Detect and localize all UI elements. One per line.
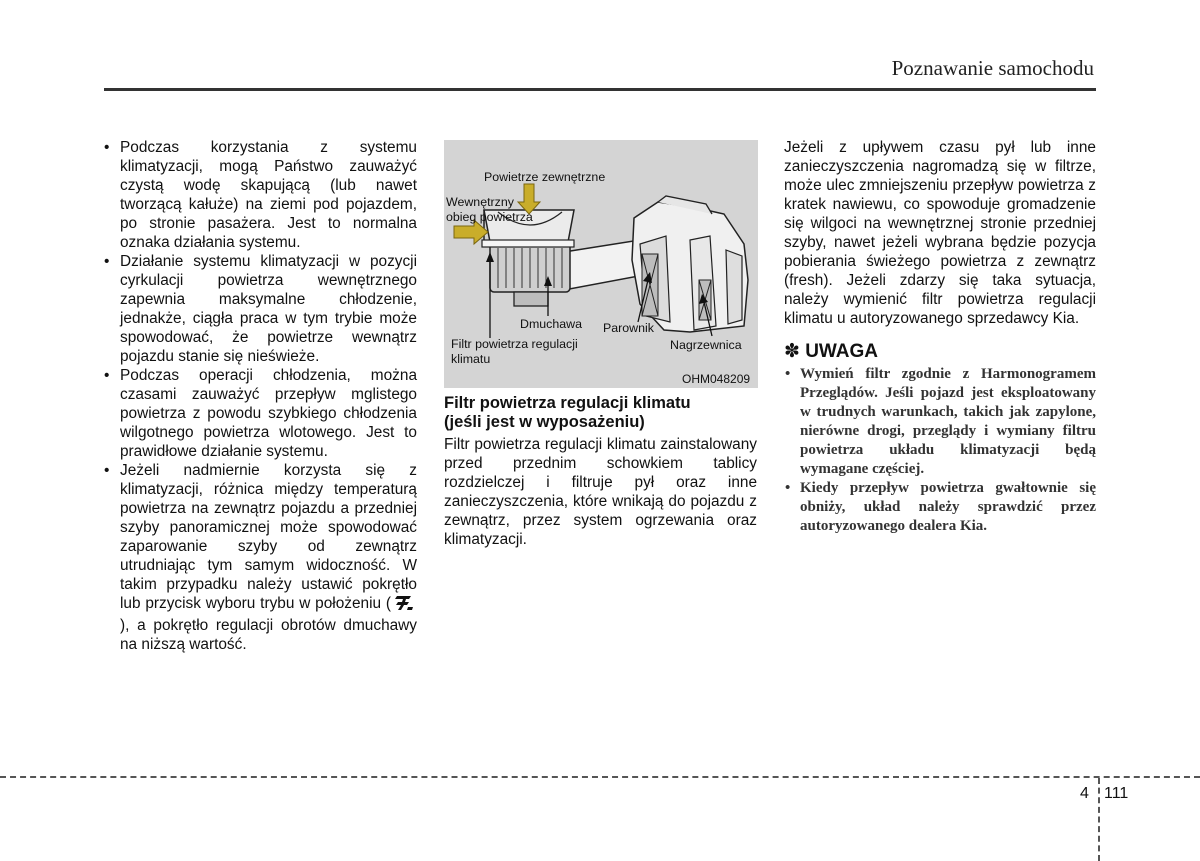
figure-code: OHM048209 bbox=[682, 372, 751, 386]
column-1 bbox=[103, 138, 417, 654]
page-header-title: Poznawanie samochodu bbox=[891, 56, 1094, 80]
column-2 bbox=[444, 394, 757, 549]
footer-rule bbox=[0, 776, 1200, 778]
caution-item: • Kiedy przepływ powietrza gwałtownie się obniży, układ należy sprawdzić przez autoryzowanego dealera Kia. bbox=[784, 479, 1096, 536]
caution-title: ✽ UWAGA bbox=[784, 341, 879, 362]
section-heading bbox=[444, 394, 757, 432]
caution-item: • Wymień filtr zgodnie z Harmonogramem Przeglądów. Jeśli pojazd jest eksploatowany w trudnych warunkach, takich jak zapylone, nierówne drogi, przeglądy i wymiany filtru powietrza układu klimatyzacji będą wymagane częściej. bbox=[784, 365, 1096, 479]
page-number: 111 bbox=[1104, 785, 1129, 802]
header-rule bbox=[104, 88, 1096, 91]
label-filter-line2: klimatu bbox=[451, 352, 491, 366]
label-blower: Dmuchawa bbox=[520, 317, 582, 331]
label-evaporator: Parownik bbox=[603, 321, 654, 335]
label-recirculation-line2: obieg powietrza bbox=[446, 210, 533, 224]
bullet-list bbox=[103, 138, 417, 654]
filter-replacement-paragraph: Jeżeli z upływem czasu pył lub inne zanieczyszczenia nagromadzą się w filtrze, może ulec zmniejszeniu przepływ powietrza z kratek nawiewu, co spowoduje gromadzenie się wilgoci na wewnętrznej stronie przedniej szyby, nawet jeżeli wybrana będzie pozycja pobierania świeżego powietrza z zewnątrz (fresh). Jeżeli zdarzy się taka sytuacja, należy wymienić filtr powietrza regulacji klimatu u autoryzowanego sprzedawcy Kia. bbox=[784, 139, 1096, 327]
bullet-item: • Podczas operacji chłodzenia, można czasami zauważyć przepływ mglistego powietrza z powodu szybkiego chłodzenia wilgotnego powietrza wlotowego. Jest to prawidłowe działanie systemu. bbox=[103, 366, 417, 461]
footer-divider bbox=[1098, 778, 1100, 861]
section-heading-line1: Filtr powietrza regulacji klimatu bbox=[444, 394, 691, 412]
label-filter-line1: Filtr powietrza regulacji bbox=[451, 337, 578, 351]
bullet-item bbox=[103, 461, 417, 654]
section-heading-line2: (jeśli jest w wyposażeniu) bbox=[444, 413, 645, 431]
caution-list bbox=[784, 365, 1096, 536]
label-recirculation-line1: Wewnętrzny bbox=[446, 195, 514, 209]
column-3 bbox=[784, 138, 1096, 536]
hvac-diagram bbox=[444, 140, 758, 388]
defrost-floor-mode-icon bbox=[394, 595, 414, 616]
bullet-text-before-icon: Jeżeli nadmiernie korzysta się z klimatyzacji, różnica między temperaturą powietrza na zewnątrz pojazdu a przedniej szyby panoramicznej może spowodować zaparowanie szyby od zewnątrz utrudniając tym samym widoczność. W takim przypadku należy ustawić pokrętło lub przycisk wyboru trybu w położeniu ( bbox=[120, 462, 417, 612]
label-heater: Nagrzewnica bbox=[670, 338, 742, 352]
label-outside-air: Powietrze zewnętrzne bbox=[484, 170, 606, 184]
filter-paragraph: Filtr powietrza regulacji klimatu zainstalowany przed przednim schowkiem tablicy rozdzielczej i filtruje pył oraz inne zanieczyszczenia, które wnikają do pojazdu z zewnątrz, przez system ogrzewania oraz klimatyzacji. bbox=[444, 436, 757, 548]
bullet-text-after-icon: ), a pokrętło regulacji obrotów dmuchawy na niższą wartość. bbox=[120, 617, 417, 653]
bullet-item: • Podczas korzystania z systemu klimatyzacji, mogą Państwo zauważyć czystą wodę skapującą (lub nawet tworzącą kałuże) na ziemi pod pojazdem, po stronie pasażera. Jest to normalna oznaka działania systemu. bbox=[103, 138, 417, 252]
section-number: 4 bbox=[1080, 785, 1089, 802]
bullet-item: • Działanie systemu klimatyzacji w pozycji cyrkulacji powietrza wewnętrznego zapewnia maksymalne chłodzenie, jednakże, ciągła praca w tym trybie może spowodować, że powietrze wewnątrz pojazdu stanie się nieświeże. bbox=[103, 252, 417, 366]
